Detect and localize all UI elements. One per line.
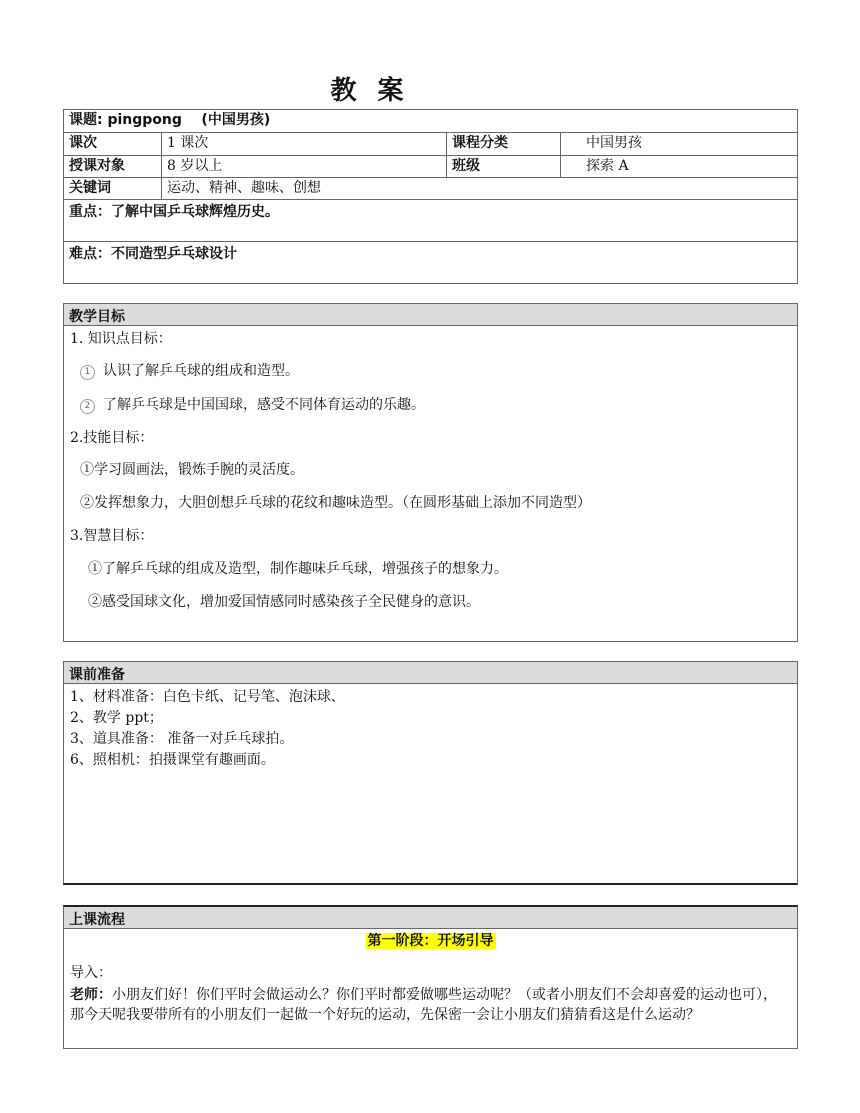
prep-section	[63, 661, 798, 885]
teacher-label: 老师：	[70, 987, 112, 1003]
wisdom-item-1: ①了解乒乓球的组成及造型，制作趣味乒乓球，增强孩子的想象力。	[88, 561, 508, 577]
goals-section	[63, 303, 798, 642]
keywords-label: 关键词	[64, 178, 162, 199]
goals-heading: 教学目标	[64, 304, 797, 326]
document-title: 教 案	[330, 76, 410, 106]
number-2-icon: 2	[80, 399, 95, 414]
stage-label: 第一阶段：开场引导	[367, 933, 494, 949]
skill-item-2: ②发挥想象力，大胆创想乒乓球的花纹和趣味造型。（在圆形基础上添加不同造型）	[80, 495, 591, 511]
focus-text: 重点：了解中国乒乓球辉煌历史。	[69, 204, 279, 220]
skill-label: 2.技能目标：	[70, 430, 154, 446]
audience-row	[64, 156, 797, 178]
category-value: 中国男孩	[586, 135, 642, 151]
focus-row	[64, 200, 797, 242]
lesson-label: 课次	[64, 133, 162, 155]
teacher-paragraph	[70, 985, 787, 1025]
lesson-row	[64, 133, 797, 156]
knowledge-item-2	[80, 396, 425, 414]
flow-heading: 上课流程	[64, 907, 797, 929]
knowledge-label: 1. 知识点目标：	[70, 331, 172, 347]
number-1-icon: 1	[80, 365, 95, 380]
topic-label: 课题: pingpong	[69, 112, 182, 128]
prep-item: 3、道具准备： 准备一对乒乓球拍。	[70, 731, 294, 747]
stage-heading	[64, 932, 797, 950]
class-label: 班级	[447, 156, 561, 177]
knowledge-item-2-text: 了解乒乓球是中国国球，感受不同体育运动的乐趣。	[103, 397, 425, 413]
info-table	[63, 109, 798, 284]
category-label: 课程分类	[447, 133, 561, 155]
keywords-row	[64, 178, 797, 200]
skill-item-1: ①学习圆画法，锻炼手腕的灵活度。	[80, 462, 304, 478]
topic-cell	[64, 110, 797, 132]
prep-heading: 课前准备	[64, 662, 797, 684]
flow-section	[63, 905, 798, 1049]
audience-value: 8 岁以上	[162, 156, 447, 177]
prep-item: 6、照相机：拍摄课堂有趣画面。	[70, 752, 275, 768]
audience-label: 授课对象	[64, 156, 162, 177]
prep-item: 2、教学 ppt；	[70, 710, 163, 726]
knowledge-item-1	[80, 362, 299, 380]
class-value: 探索 A	[586, 158, 629, 174]
wisdom-item-2: ②感受国球文化，增加爱国情感同时感染孩子全民健身的意识。	[88, 594, 480, 610]
wisdom-label: 3.智慧目标：	[70, 528, 154, 544]
lesson-value: 1 课次	[162, 133, 447, 155]
intro-label: 导入：	[70, 965, 112, 981]
topic-row	[64, 110, 797, 133]
prep-item: 1、材料准备：白色卡纸、记号笔、泡沫球、	[70, 689, 345, 705]
keywords-value: 运动、精神、趣味、创想	[167, 180, 321, 196]
difficulty-text: 难点：不同造型乒乓球设计	[69, 246, 237, 262]
topic-suffix: (中国男孩)	[201, 112, 271, 128]
knowledge-item-1-text: 认识了解乒乓球的组成和造型。	[103, 363, 299, 379]
teacher-text: 小朋友们好！你们平时会做运动么？你们平时都爱做哪些运动呢？（或者小朋友们不会却喜爱的运动也可），那今天呢我要带所有的小朋友们一起做一个好玩的运动，先保密一会让小朋友们猜猜看这是什么运动？	[70, 987, 777, 1023]
